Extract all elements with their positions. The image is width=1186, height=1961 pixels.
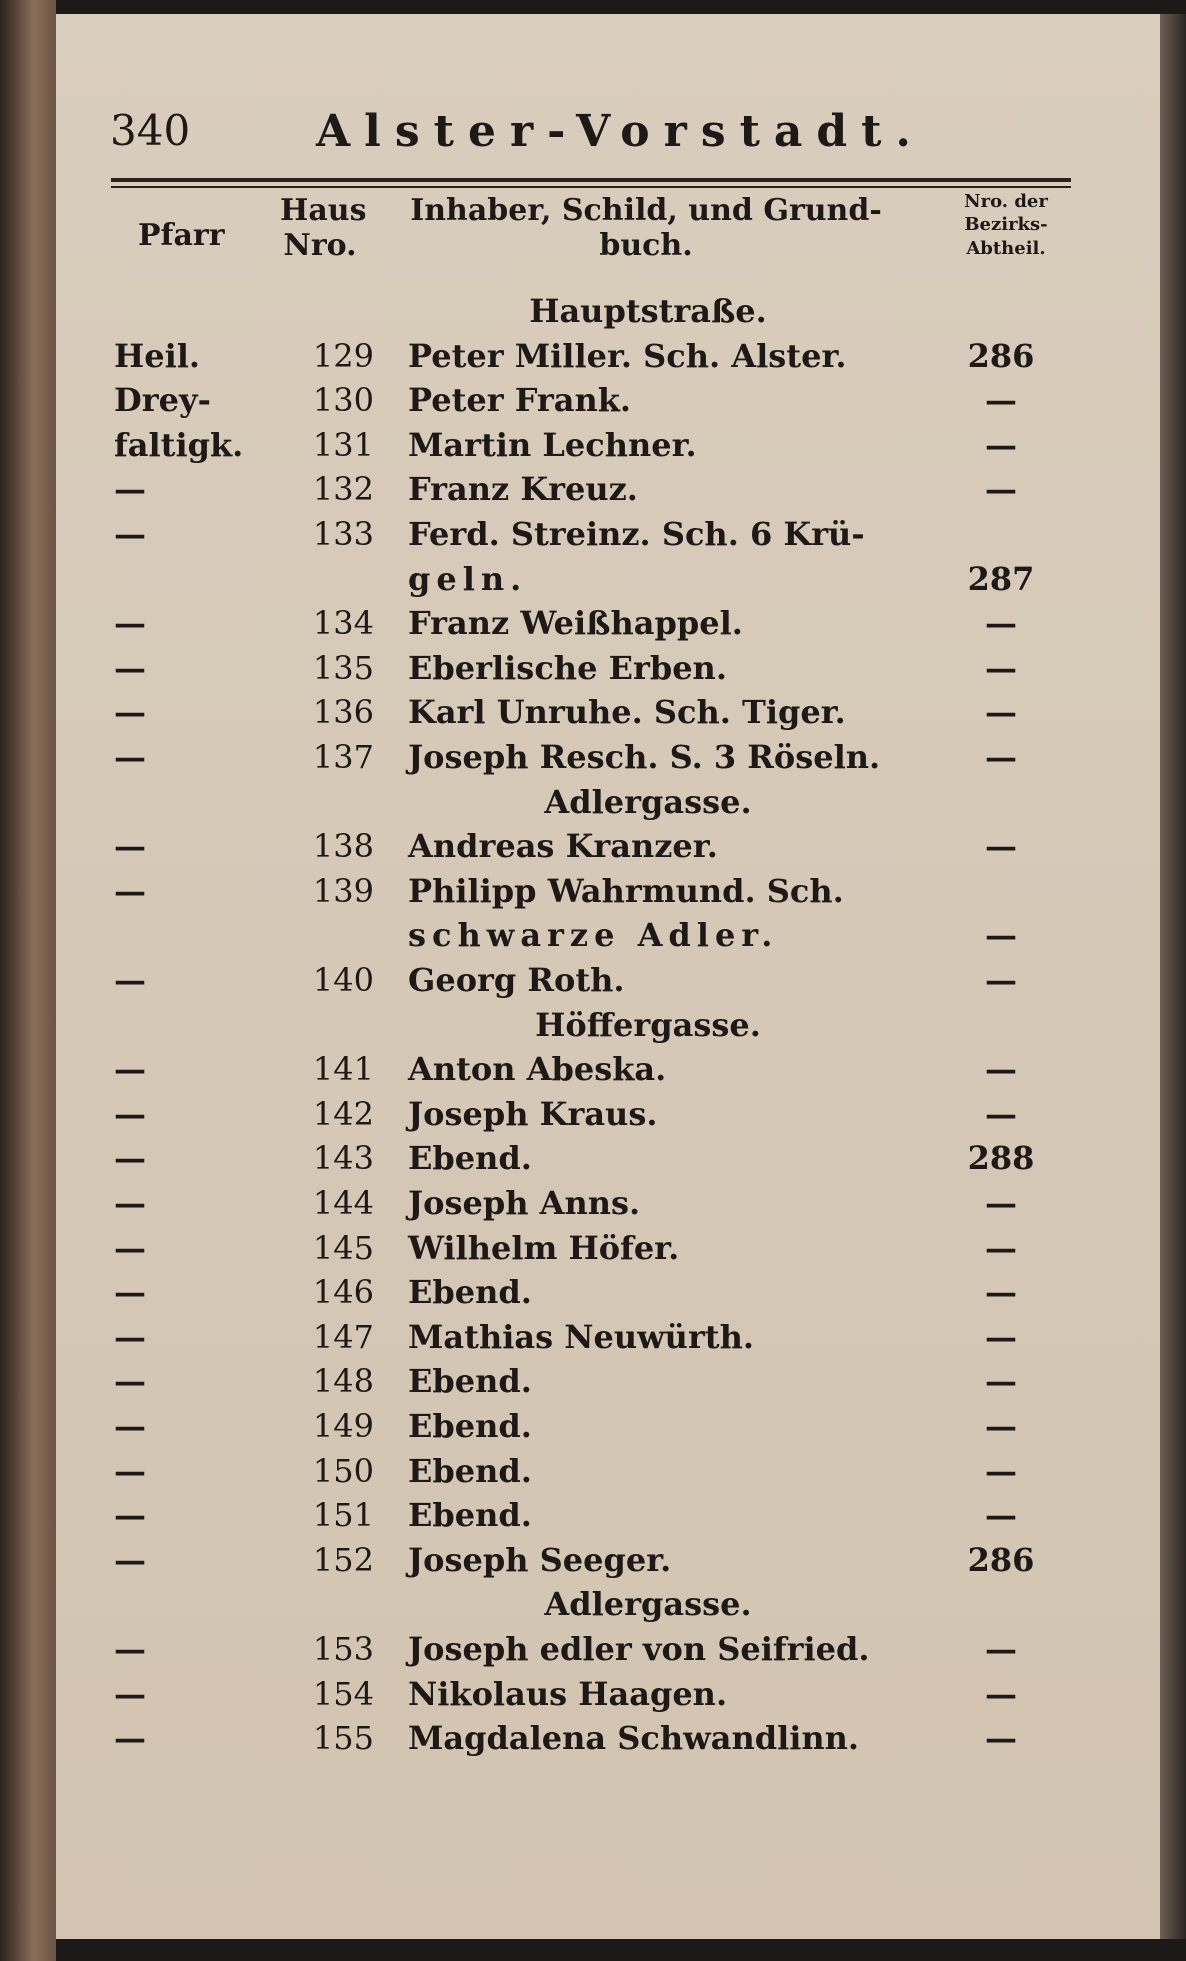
parish-cell: — — [114, 1540, 146, 1579]
parish-cell: — — [114, 871, 146, 910]
col-header-owner: Inhaber, Schild, und Grund-buch. — [410, 193, 882, 263]
district-cell: — — [985, 1094, 1017, 1133]
district-cell: — — [985, 1362, 1017, 1401]
table-row — [56, 1318, 1160, 1362]
parish-cell: — — [114, 827, 146, 866]
table-row — [56, 1496, 1160, 1540]
owner-cell: Karl Unruhe. Sch. Tiger. — [408, 693, 846, 732]
district-cell: — — [985, 1273, 1017, 1312]
table-row — [56, 693, 1160, 737]
parish-cell: — — [114, 1719, 146, 1758]
table-row — [56, 738, 1160, 782]
district-cell: — — [985, 916, 1017, 955]
owner-cell: Magdalena Schwandlinn. — [408, 1719, 860, 1758]
parish-cell: — — [114, 1362, 146, 1401]
house-number-cell: 148 — [312, 1362, 374, 1401]
parish-cell: — — [114, 1407, 146, 1445]
house-number-cell: 138 — [312, 827, 374, 866]
house-number-cell: 144 — [312, 1184, 374, 1222]
parish-cell: — — [114, 1273, 146, 1312]
owner-cell: Franz Weißhappel. — [408, 604, 743, 643]
header-rule-thin — [111, 186, 1071, 188]
district-cell: — — [985, 1674, 1017, 1713]
owner-cell: Joseph edler von Seifried. — [408, 1630, 870, 1668]
table-row — [56, 1139, 1160, 1183]
parish-cell: — — [114, 1228, 146, 1267]
house-number-cell: 141 — [312, 1050, 374, 1089]
parish-cell: — — [114, 515, 146, 553]
district-cell: — — [985, 1630, 1017, 1668]
owner-cell: Mathias Neuwürth. — [408, 1317, 754, 1356]
district-cell: — — [985, 604, 1017, 643]
house-number-cell: 154 — [312, 1674, 374, 1713]
parish-cell: faltigk. — [114, 425, 244, 464]
owner-cell: Eberlische Erben. — [408, 648, 727, 687]
page-edge — [1160, 14, 1186, 1939]
owner-cell: Ebend. — [408, 1496, 532, 1535]
table-row — [56, 381, 1160, 425]
row-continuation — [56, 560, 1160, 604]
owner-cell: Franz Kreuz. — [408, 470, 638, 509]
district-cell: — — [985, 1407, 1017, 1445]
house-number-cell: 143 — [312, 1139, 374, 1178]
district-cell: — — [985, 1719, 1017, 1758]
row-continuation — [56, 916, 1160, 960]
parish-cell: — — [114, 1496, 146, 1535]
owner-cell: Joseph Seeger. — [408, 1540, 672, 1579]
table-row — [56, 961, 1160, 1005]
book-spine — [0, 0, 56, 1961]
col-header-district: Nro. der Bezirks-Abtheil. — [964, 191, 1048, 259]
house-number-cell: 136 — [312, 693, 374, 732]
district-cell: — — [985, 1451, 1017, 1490]
owner-cell-continued: schwarze Adler. — [408, 916, 779, 955]
parish-cell: — — [114, 1139, 146, 1178]
table-row — [56, 1229, 1160, 1273]
table-row — [56, 1630, 1160, 1674]
house-number-cell: 133 — [312, 515, 374, 553]
table-row — [56, 515, 1160, 559]
table-row — [56, 872, 1160, 916]
house-number-cell: 135 — [312, 648, 374, 687]
table-row — [56, 426, 1160, 470]
house-number-cell: 132 — [312, 470, 374, 509]
street-heading: Höffergasse. — [535, 1005, 761, 1044]
house-number-cell: 151 — [312, 1496, 374, 1535]
district-cell: — — [985, 425, 1017, 464]
col-header-parish: Pfarr — [138, 218, 225, 253]
house-number-cell: 152 — [312, 1540, 374, 1579]
parish-cell: Heil. — [114, 336, 201, 375]
district-cell: — — [985, 961, 1017, 999]
owner-cell: Martin Lechner. — [408, 425, 697, 464]
district-cell: 288 — [967, 1139, 1035, 1178]
street-heading: Hauptstraße. — [529, 292, 767, 330]
street-heading: Adlergasse. — [544, 1585, 752, 1624]
table-row — [56, 1362, 1160, 1406]
table-row — [56, 337, 1160, 381]
parish-cell: — — [114, 1451, 146, 1490]
parish-cell: — — [114, 470, 146, 509]
house-number-cell: 142 — [312, 1094, 374, 1133]
district-cell: 287 — [967, 559, 1035, 598]
table-row — [56, 1273, 1160, 1317]
owner-cell: Andreas Kranzer. — [408, 827, 718, 866]
house-number-cell: 145 — [312, 1228, 374, 1267]
parish-cell: — — [114, 693, 146, 732]
owner-cell: Peter Miller. Sch. Alster. — [408, 336, 847, 375]
table-row — [56, 649, 1160, 693]
parish-cell: — — [114, 1317, 146, 1356]
owner-cell: Ebend. — [408, 1407, 532, 1445]
owner-cell: Ebend. — [408, 1139, 532, 1178]
house-number-cell: 137 — [312, 738, 374, 776]
street-heading: Adlergasse. — [544, 782, 752, 821]
district-cell: — — [985, 470, 1017, 509]
parish-cell: — — [114, 1184, 146, 1222]
house-number-cell: 146 — [312, 1273, 374, 1312]
house-number-cell: 129 — [312, 336, 374, 375]
col-header-house-no: Haus Nro. — [280, 193, 367, 263]
house-number-cell: 130 — [312, 381, 374, 420]
table-row — [56, 1452, 1160, 1496]
district-cell: — — [985, 1184, 1017, 1222]
parish-cell: — — [114, 738, 146, 776]
house-number-cell: 147 — [312, 1317, 374, 1356]
parish-cell: — — [114, 1050, 146, 1089]
district-cell: — — [985, 1496, 1017, 1535]
owner-cell: Georg Roth. — [408, 961, 625, 999]
running-head — [56, 106, 1160, 166]
header-rule — [111, 178, 1071, 182]
house-number-cell: 139 — [312, 871, 374, 910]
district-cell: — — [985, 738, 1017, 776]
owner-cell: Peter Frank. — [408, 381, 632, 420]
owner-cell: Joseph Resch. S. 3 Röseln. — [408, 738, 881, 776]
parish-cell: — — [114, 1674, 146, 1713]
house-number-cell: 149 — [312, 1407, 374, 1445]
table-row — [56, 1541, 1160, 1585]
owner-cell: Ebend. — [408, 1451, 532, 1490]
page-number: 340 — [110, 106, 191, 155]
house-number-cell: 150 — [312, 1451, 374, 1490]
owner-cell: Ferd. Streinz. Sch. 6 Krü- — [408, 515, 865, 553]
table-row — [56, 470, 1160, 514]
owner-cell: Joseph Kraus. — [408, 1094, 658, 1133]
district-cell: — — [985, 1050, 1017, 1089]
table-row — [56, 1050, 1160, 1094]
district-cell: 286 — [967, 336, 1035, 375]
running-title: Alster-Vorstadt. — [316, 106, 925, 157]
house-number-cell: 155 — [312, 1719, 374, 1758]
table-row — [56, 604, 1160, 648]
book-page — [56, 14, 1160, 1939]
owner-cell: Philipp Wahrmund. Sch. — [408, 871, 844, 910]
district-cell: — — [985, 827, 1017, 866]
parish-cell: — — [114, 648, 146, 687]
parish-cell: — — [114, 1630, 146, 1668]
parish-cell: — — [114, 1094, 146, 1133]
owner-cell: Ebend. — [408, 1273, 532, 1312]
parish-cell: Drey- — [114, 381, 211, 420]
table-row — [56, 827, 1160, 871]
owner-cell: Joseph Anns. — [408, 1184, 641, 1222]
table-row — [56, 1407, 1160, 1451]
district-cell: — — [985, 693, 1017, 732]
owner-cell-continued: geln. — [408, 559, 528, 598]
house-number-cell: 140 — [312, 961, 374, 999]
owner-cell: Anton Abeska. — [408, 1050, 667, 1089]
house-number-cell: 134 — [312, 604, 374, 643]
owner-cell: Nikolaus Haagen. — [408, 1674, 728, 1713]
table-row — [56, 1184, 1160, 1228]
owner-cell: Wilhelm Höfer. — [408, 1228, 680, 1267]
owner-cell: Ebend. — [408, 1362, 532, 1401]
district-cell: — — [985, 1317, 1017, 1356]
district-cell: 286 — [967, 1540, 1035, 1579]
parish-cell: — — [114, 961, 146, 999]
house-number-cell: 153 — [312, 1630, 374, 1668]
table-row — [56, 1095, 1160, 1139]
district-cell: — — [985, 648, 1017, 687]
parish-cell: — — [114, 604, 146, 643]
table-row — [56, 1675, 1160, 1719]
district-cell: — — [985, 1228, 1017, 1267]
district-cell: — — [985, 381, 1017, 420]
house-number-cell: 131 — [312, 425, 374, 464]
table-row — [56, 1719, 1160, 1763]
